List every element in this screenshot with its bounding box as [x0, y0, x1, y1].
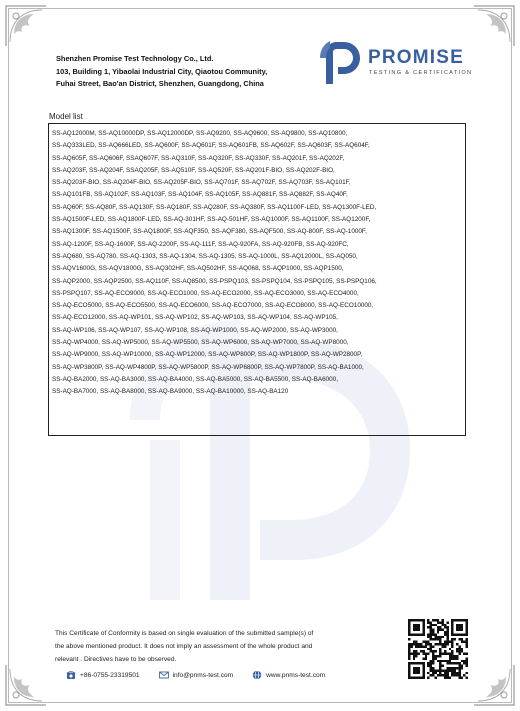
model-list-line: SS-AQ60F, SS-AQ80F, SS-AQ130F, SS-AQ180F, SS-AQ280F, SS-AQ380F, SS-AQ1100F-LED, SS-AQ1300F-LED, — [52, 203, 377, 211]
address-line: 103, Building 1, Yibaolai Industrial City, Qiaotou Community, — [56, 66, 268, 76]
model-list-line: SS-AQ-WP3800P, SS-AQ-WP4800P, SS-AQ-WP5800P, SS-AQ-WP6800P, SS-AQ-WP7800P, SS-AQ-BA1000, — [52, 363, 364, 371]
corner-ornament-icon — [4, 663, 48, 707]
model-list-line: SS-AQ-WP4000, SS-AQ-WP5000, SS-AQ-WP5500, SS-AQ-WP6000, SS-AQ-WP7000, SS-AQ-WP8000, — [52, 339, 349, 347]
promise-logo-icon — [318, 40, 362, 86]
model-list-line: SS-AQ1300F, SS-AQ1500F, SS-AQ1800F, SS-AQF350, SS-AQF380, SS-AQF500, SS-AQ-800F, SS-AQ-1000F, — [52, 228, 367, 236]
email-address[interactable]: info@pnms-test.com — [172, 671, 234, 679]
model-list-line: SS-AQ203F, SS-AQ204F, SSAQ205F, SS-AQ510F, SS-AQ520F, SS-AQ201F-BIO, SS-AQ202F-BIO, — [52, 166, 335, 174]
contact-phone — [66, 670, 140, 680]
model-list-line: SS-AQ-BA7000, SS-AQ-BA8000, SS-AQ-BA9000, SS-AQ-BA10000, SS-AQ-BA120 — [52, 388, 289, 396]
certificate-disclaimer — [55, 627, 395, 667]
model-list-line: SS-AQ333LED, SS-AQ666LED, SS-AQ600F, SS-AQ601F, SS-AQ601FB, SS-AQ602F, SS-AQ603F, SS-AQ604F, — [52, 142, 370, 150]
model-list-line: SS-AQ203F-BIO, SS-AQ204F-BIO, SS-AQ205F-BIO, SS-AQ701F, SS-AQ702F, SS-AQ703F, SS-AQ101F, — [52, 179, 351, 187]
model-list-line: SS-AQ-BA2000, SS-AQ-BA3000, SS-AQ-BA4000, SS-AQ-BA5000, SS-AQ-BA5500, SS-AQ-BA6000, — [52, 375, 338, 383]
model-list-line: SS-AQV1600G, SS-AQV1800G, SS-AQ302HF, SS-AQ502HF, SS-AQ068, SS-AQP1000, SS-AQP1500, — [52, 265, 344, 273]
model-list-line: SS-AQ101FB, SS-AQ102F, SS-AQ103F, SS-AQ104F, SS-AQ105F, SS-AQ881F, SS-AQ882F, SS-AQ40F, — [52, 191, 348, 199]
model-list-line: SS-AQ-ECO5000, SS-AQ-ECO5500, SS-AQ-ECO6000, SS-AQ-ECO7000, SS-AQ-ECO8000, SS-AQ-ECO10000, — [52, 302, 374, 310]
mail-icon — [159, 670, 169, 680]
disclaimer-line: relevant . Directives have to be observed. — [55, 656, 177, 664]
model-list-line: SS-AQ680, SS-AQ780, SS-AQ-1303, SS-AQ-1304, SS-AQ-1305, SS-AQ-1000L, SS-AQ12000L, SS-AQ050, — [52, 252, 358, 260]
model-list-box — [48, 123, 466, 436]
contact-bar — [66, 669, 344, 681]
corner-ornament-icon — [472, 663, 516, 707]
website-url[interactable]: www.pnms-test.com — [266, 671, 326, 679]
company-name: Shenzhen Promise Test Technology Co., Ltd. — [56, 54, 214, 63]
model-list-line: SS-AQ605F, SS-AQ606F, SSAQ607F, SS-AQ310F, SS-AQ320F, SS-AQ330F, SS-AQ201F, SS-AQ202F, — [52, 154, 345, 162]
model-list-line: SS-AQ-WP9000, SS-AQ-WP10000, SS-AQ-WP12000, SS-AQ-WP800P, SS-AQ-WP1800P, SS-AQ-WP2800P, — [52, 351, 363, 359]
contact-email — [159, 670, 234, 680]
corner-ornament-icon — [4, 4, 48, 48]
phone-icon — [66, 670, 76, 680]
model-list-line: SS-AQP2000, SS-AQP2500, SS-AQ110F, SS-AQ8500, SS-PSPQ103, SS-PSPQ104, SS-PSPQ105, SS-PSPQ106, — [52, 277, 377, 285]
company-logo — [318, 40, 488, 86]
model-list-line: SS-AQ-1200F, SS-AQ-1600F, SS-AQ-2200F, SS-AQ-111F, SS-AQ-920FA, SS-AQ-920FB, SS-AQ-920FC, — [52, 240, 349, 248]
disclaimer-line: This Certificate of Conformity is based on single evaluation of the submitted sample(s) of — [55, 630, 314, 637]
phone-number: +86-0755-23319501 — [80, 671, 140, 679]
model-list-label: Model list — [49, 112, 83, 121]
model-list-line: SS-AQ1500F-LED, SS-AQ1800F-LED, SS-AQ-301HF, SS-AQ-501HF, SS-AQ1000F, SS-AQ1100F, SS-AQ1200F, — [52, 216, 371, 224]
globe-icon — [252, 670, 262, 680]
disclaimer-line: the above mentioned product. It does not imply an assessment of the whole product and — [55, 643, 313, 651]
contact-website — [252, 670, 325, 680]
model-list-line: SS-AQ-WP106, SS-AQ-WP107, SS-AQ-WP108, SS-AQ-WP1000, SS-AQ-WP2000, SS-AQ-WP3000, — [52, 326, 338, 334]
address-line: Fuhai Street, Bao'an District, Shenzhen, Guangdong, China — [56, 79, 264, 89]
model-list-line: SS-PSPQ107, SS-AQ-ECO9000, SS-AQ-ECO1000, SS-AQ-ECO2000, SS-AQ-ECO3000, SS-AQ-ECO4000, — [52, 289, 359, 297]
qr-code-icon — [408, 619, 468, 679]
logo-wordmark: PROMISE — [368, 47, 465, 68]
company-address-block — [56, 53, 326, 91]
model-list-line: SS-AQ-ECO12000, SS-AQ-WP101, SS-AQ-WP102, SS-AQ-WP103, SS-AQ-WP104, SS-AQ-WP105, — [52, 314, 338, 322]
model-list-line: SS-AQ12000M, SS-AQ10000DP, SS-AQ12000DP, SS-AQ9200, SS-AQ9600, SS-AQ9800, SS-AQ10800, — [52, 130, 348, 137]
logo-tagline: TESTING & CERTIFICATION — [369, 70, 473, 76]
